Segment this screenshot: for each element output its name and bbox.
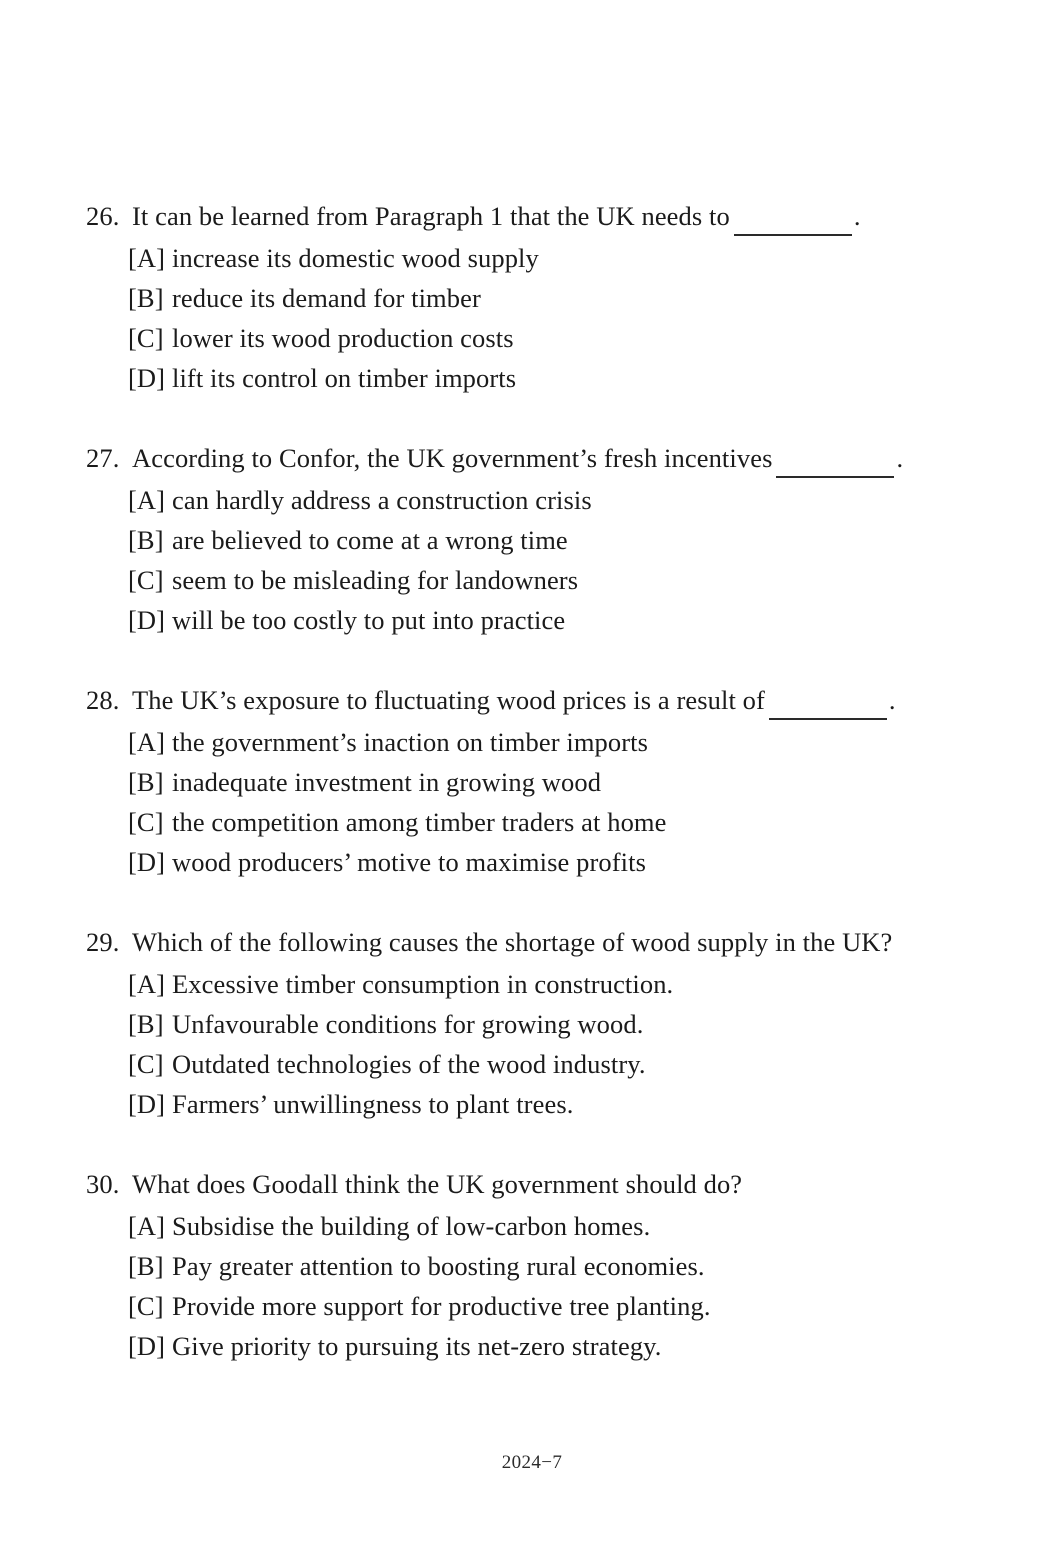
option-list (86, 722, 966, 882)
option-a[interactable] (128, 480, 966, 520)
option-a[interactable] (128, 964, 966, 1004)
option-label: lift its control on timber imports (172, 363, 517, 393)
option-a[interactable] (128, 238, 966, 278)
option-key: [C] (128, 323, 164, 353)
option-key: [D] (128, 1331, 166, 1361)
option-key: [A] (128, 485, 166, 515)
option-b[interactable] (128, 1246, 966, 1286)
option-key: [B] (128, 1009, 164, 1039)
option-d[interactable] (128, 358, 966, 398)
option-list (86, 238, 966, 398)
answer-blank[interactable] (769, 694, 887, 720)
option-c[interactable] (128, 318, 966, 358)
option-label: Pay greater attention to boosting rural economies. (172, 1251, 705, 1281)
option-key: [B] (128, 1251, 164, 1281)
option-label: are believed to come at a wrong time (172, 525, 568, 555)
option-d[interactable] (128, 1326, 966, 1366)
question-block (86, 922, 966, 1124)
question-block (86, 1164, 966, 1366)
option-label: lower its wood production costs (172, 323, 514, 353)
option-label: seem to be misleading for landowners (172, 565, 579, 595)
option-b[interactable] (128, 278, 966, 318)
answer-blank[interactable] (776, 452, 894, 478)
question-number: 27. (86, 443, 120, 473)
option-key: [B] (128, 283, 164, 313)
question-text-after-blank: . (853, 201, 861, 231)
option-label: Give priority to pursuing its net-zero strategy. (172, 1331, 662, 1361)
option-b[interactable] (128, 1004, 966, 1044)
option-label: Excessive timber consumption in construction. (172, 969, 674, 999)
question-stem (86, 680, 966, 720)
question-stem (86, 438, 966, 478)
question-text (132, 680, 966, 720)
question-number: 28. (86, 685, 120, 715)
option-label: Farmers’ unwillingness to plant trees. (172, 1089, 574, 1119)
question-number: 29. (86, 927, 120, 957)
option-label: will be too costly to put into practice (172, 605, 566, 635)
option-key: [C] (128, 1291, 164, 1321)
option-key: [D] (128, 605, 166, 635)
option-label: Outdated technologies of the wood industry. (172, 1049, 646, 1079)
option-key: [C] (128, 1049, 164, 1079)
answer-blank[interactable] (734, 210, 852, 236)
option-c[interactable] (128, 802, 966, 842)
option-c[interactable] (128, 1044, 966, 1084)
question-block (86, 680, 966, 882)
option-key: [A] (128, 1211, 166, 1241)
option-c[interactable] (128, 1286, 966, 1326)
question-text: What does Goodall think the UK government should do? (132, 1169, 743, 1199)
question-text-after-blank: . (896, 443, 904, 473)
option-label: Unfavourable conditions for growing wood. (172, 1009, 644, 1039)
option-list (86, 480, 966, 640)
question-text-before-blank: It can be learned from Paragraph 1 that the UK needs to (132, 201, 730, 231)
option-key: [C] (128, 565, 164, 595)
question-text (132, 196, 966, 236)
option-list (86, 1206, 966, 1366)
option-label: increase its domestic wood supply (172, 243, 539, 273)
option-key: [D] (128, 847, 166, 877)
option-key: [A] (128, 727, 166, 757)
option-key: [B] (128, 525, 164, 555)
option-a[interactable] (128, 1206, 966, 1246)
question-stem (86, 922, 966, 962)
question-text (132, 438, 966, 478)
option-key: [D] (128, 363, 166, 393)
option-key: [A] (128, 243, 166, 273)
option-label: Provide more support for productive tree planting. (172, 1291, 711, 1321)
option-label: wood producers’ motive to maximise profits (172, 847, 646, 877)
option-list (86, 964, 966, 1124)
question-stem (86, 1164, 966, 1204)
option-label: can hardly address a construction crisis (172, 485, 592, 515)
option-label: the competition among timber traders at home (172, 807, 667, 837)
option-label: the government’s inaction on timber imports (172, 727, 649, 757)
option-c[interactable] (128, 560, 966, 600)
option-label: Subsidise the building of low-carbon homes. (172, 1211, 651, 1241)
option-key: [A] (128, 969, 166, 999)
question-block (86, 438, 966, 640)
question-number: 30. (86, 1169, 120, 1199)
option-label: inadequate investment in growing wood (172, 767, 602, 797)
option-d[interactable] (128, 1084, 966, 1124)
question-text-before-blank: The UK’s exposure to fluctuating wood prices is a result of (132, 685, 765, 715)
option-key: [B] (128, 767, 164, 797)
question-text: Which of the following causes the shortage of wood supply in the UK? (132, 927, 893, 957)
question-block (86, 196, 966, 398)
question-text-before-blank: According to Confor, the UK government’s fresh incentives (132, 443, 773, 473)
page-footer: 2024−7 (501, 1452, 563, 1473)
option-b[interactable] (128, 520, 966, 560)
option-d[interactable] (128, 842, 966, 882)
option-label: reduce its demand for timber (172, 283, 481, 313)
question-list (86, 196, 966, 1366)
option-d[interactable] (128, 600, 966, 640)
question-text-after-blank: . (888, 685, 896, 715)
option-key: [D] (128, 1089, 166, 1119)
question-stem (86, 196, 966, 236)
option-key: [C] (128, 807, 164, 837)
question-number: 26. (86, 201, 120, 231)
option-b[interactable] (128, 762, 966, 802)
option-a[interactable] (128, 722, 966, 762)
